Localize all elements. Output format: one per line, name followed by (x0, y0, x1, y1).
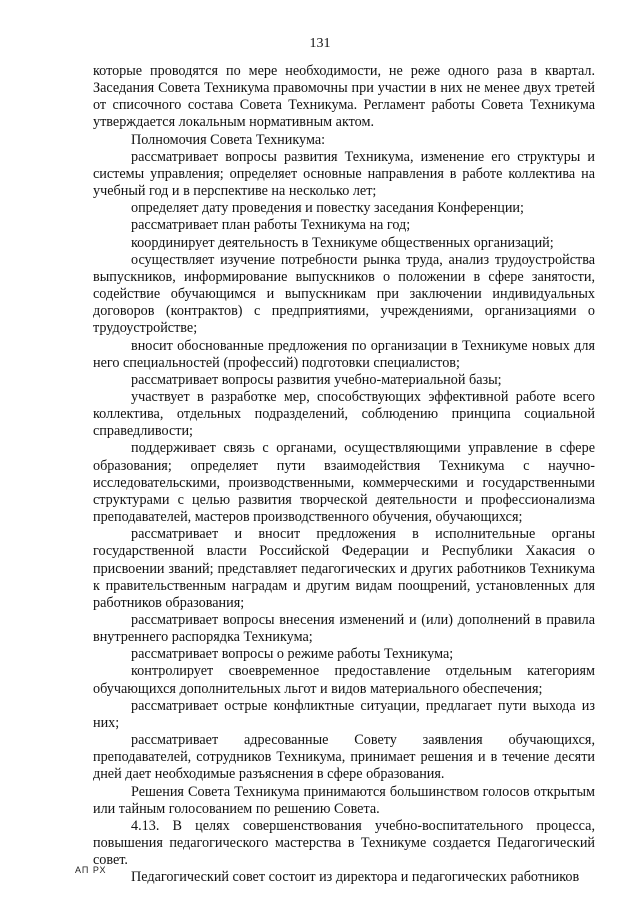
page-number: 131 (309, 36, 331, 51)
paragraph-awards: рассматривает и вносит предложения в исполнительные органы государственной власти Российской Федерации и Республики Хакасия о присвоении званий; представляет педагогических и других работников Техникума к правительственным наградам и другим видам поощрений, установленных для работников образования; (93, 526, 595, 611)
paragraph-applications: рассматривает адресованные Совету заявления обучающихся, преподавателей, сотрудников Техникума, принимает решения и в течение десяти дней дает необходимые разъяснения в сфере образования. (93, 732, 595, 783)
document-body (93, 63, 595, 887)
paragraph-internal-rules: рассматривает вопросы внесения изменений и (или) дополнений в правила внутреннего распорядка Техникума; (93, 612, 595, 646)
paragraph-work-plan: рассматривает план работы Техникума на год; (131, 217, 411, 234)
paragraph-pedagogical-council: Педагогический совет состоит из директора и педагогических работников (131, 869, 580, 886)
paragraph-effective-work: участвует в разработке мер, способствующих эффективной работе всего коллектива, отдельных подразделений, соблюдению принципа социальной справедливости; (93, 388, 595, 440)
paragraph-council-decisions: Решения Совета Техникума принимаются большинством голосов открытым или тайным голосованием по решению Совета. (93, 783, 595, 817)
paragraph-section-4-13: 4.13. В целях совершенствования учебно-воспитательного процесса, повышения педагогического мастерства в Техникуме создается Педагогический совет. (93, 817, 595, 869)
paragraph-continuation: которые проводятся по мере необходимости, не реже одного раза в квартал. Заседания Совета Техникума правомочны при участии в них не менее двух третей от списочного состава Совета Техникума. Регламент работы Совета Техникума утверждается локальным нормативным актом. (93, 63, 595, 131)
paragraph-benefits-control: контролирует своевременное предоставление отдельным категориям обучающихся дополнительных льгот и видов материального обеспечения; (93, 663, 595, 697)
paragraph-education-authorities: поддерживает связь с органами, осуществляющими управление в сфере образования; определяет пути взаимодействия Техникума с научно-исследовательскими, производственными, коммерческими и государственными структурами с целью развития творческой деятельности и профессионализма преподавателей, мастеров производственного обучения, обучающихся; (93, 440, 595, 526)
paragraph-conference-date: определяет дату проведения и повестку заседания Конференции; (131, 200, 524, 217)
paragraph-public-organizations: координирует деятельность в Техникуме общественных организаций; (131, 234, 554, 251)
paragraph-conflicts: рассматривает острые конфликтные ситуации, предлагает пути выхода из них; (93, 697, 595, 731)
paragraph-new-specialties: вносит обоснованные предложения по организации в Техникуме новых для него специальностей (профессий) подготовки специалистов; (93, 337, 595, 371)
paragraph-council-powers-heading: Полномочия Совета Техникума: (131, 131, 326, 148)
paragraph-development-issues: рассматривает вопросы развития Техникума, изменение его структуры и системы управления; определяет основные направления в работе коллектива на учебный год и в перспективе на несколько лет; (93, 148, 595, 200)
paragraph-material-base: рассматривает вопросы развития учебно-материальной базы; (131, 371, 502, 388)
paragraph-work-schedule: рассматривает вопросы о режиме работы Техникума; (131, 646, 454, 663)
paragraph-labor-market: осуществляет изучение потребности рынка труда, анализ трудоустройства выпускников, информирование выпускников о положении в сфере занятости, содействие обучающимся и выпускникам при заключении индивидуальных договоров (контрактов) с предприятиями, учреждениями, организациями о трудоустройстве; (93, 251, 595, 337)
archive-stamp-mark: АП РХ (75, 865, 107, 875)
